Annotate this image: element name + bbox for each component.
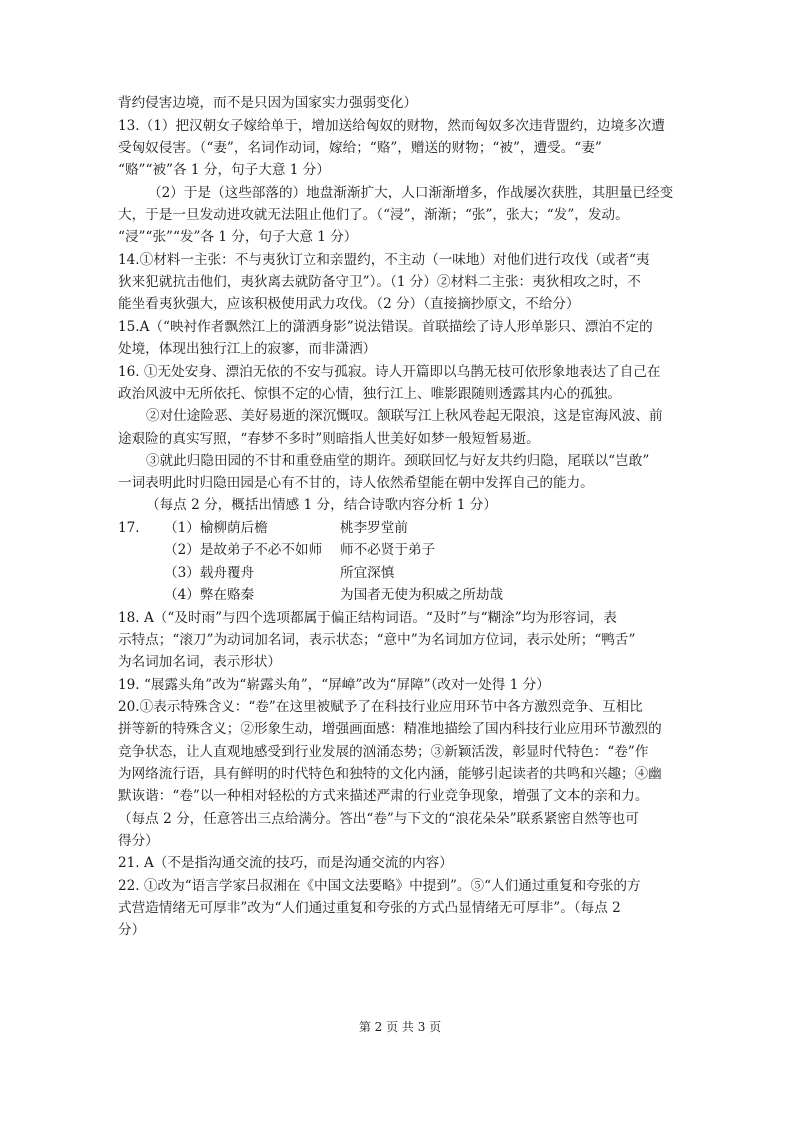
q17-answer: 所宜深慎	[340, 565, 395, 581]
text-line: 一词表明此时归隐田园是心有不甘的，诗人依然希望能在朝中发挥自己的能力。	[118, 475, 594, 491]
q17-number: 17.	[118, 520, 140, 536]
text-line: 21. A（不是指沟通交流的技巧，而是沟通交流的内容）	[118, 855, 453, 871]
text-line: 示特点；“滚刀”为动词加名词，表示状态；“意中”为名词加方位词，表示处所；“鸭舌”	[118, 632, 636, 648]
text-line: （每点 2 分，概括出情感 1 分，结合诗歌内容分析 1 分）	[146, 497, 497, 513]
text-line: 竞争状态，让人直观地感受到行业发展的汹涌态势；③新颖活泼，彰显时代特色：“卷”作	[118, 744, 649, 760]
text-line: 为名词加名词，表示形状）	[118, 654, 282, 670]
text-line: ②对仕途险恶、美好易逝的深沉慨叹。颔联写江上秋风卷起无限浪，这是宦海风波、前	[146, 408, 663, 424]
text-line: （每点 2 分，任意答出三点给满分。答出“卷”与下文的“浪花朵朵”联系紧密自然等也可	[118, 811, 639, 827]
text-line: 途艰险的真实写照，“春梦不多时”则暗指人世美好如梦一般短暂易逝。	[118, 431, 540, 447]
text-line: 大，于是一旦发动进攻就无法阻止他们了。（“浸”，渐渐；“张”，张大；“发”，发动。	[118, 207, 629, 223]
text-line: 为网络流行语，具有鲜明的时代特色和独特的文化内涵，能够引起读者的共鸣和兴趣；④幽	[118, 766, 662, 782]
q17-label: （3）载舟覆舟	[164, 565, 255, 581]
text-line: 分）	[118, 922, 146, 938]
text-line: ③就此归隐田园的不甘和重登庙堂的期许。颈联回忆与好友共约归隐，尾联以“岂敢”	[146, 453, 650, 469]
text-line: 拼等新的特殊含义；②形象生动，增强画面感：精准地描绘了国内科技行业应用环节激烈的	[118, 721, 662, 737]
text-line: 政治风波中无所依托、惊惧不定的心情，独行江上、唯影跟随则透露其内心的孤独。	[118, 386, 621, 402]
text-line: 受匈奴侵害。（“妻”，名词作动词，嫁给；“赂”，赠送的财物；“被”，遭受。“妻”	[118, 140, 602, 156]
q17-answer: 师不必贤于弟子	[340, 542, 436, 558]
text-line: 能坐看夷狄强大，应该积极使用武力攻伐。（2 分）（直接摘抄原文，不给分）	[118, 296, 580, 312]
q17-answer: 桃李罗堂前	[340, 520, 408, 536]
text-line: 14.①材料一主张：不与夷狄订立和亲盟约，不主动（一味地）对他们进行攻伐（或者“夷	[118, 252, 650, 268]
text-line: 18. A（“及时雨”与四个选项都属于偏正结构词语。“及时”与“糊涂”均为形容词，表	[118, 610, 617, 626]
text-line: 16. ①无处安身、漂泊无依的不安与孤寂。诗人开篇即以乌鹊无枝可依形象地表达了自己在	[118, 364, 661, 380]
q17-label: （4）弊在赂秦	[164, 587, 255, 603]
q17-label: （2）是故弟子不必不如师	[164, 542, 323, 558]
text-line: 15.A（“映衬作者飘然江上的潇洒身影”说法错误。首联描绘了诗人形单影只、漂泊不定的	[118, 319, 653, 335]
text-line: “赂”“被”各 1 分，句子大意 1 分）	[118, 162, 330, 178]
q17-label: （1）榆柳荫后檐	[164, 520, 268, 536]
page-footer: 第 2 页 共 3 页	[358, 1020, 442, 1034]
text-line: 13.（1）把汉朝女子嫁给单于，增加送给匈奴的财物，然而匈奴多次违背盟约，边境多次遭	[118, 118, 665, 134]
text-line: 式营造情绪无可厚非”改为“人们通过重复和夸张的方式凸显情绪无可厚非”。（每点 2	[118, 900, 621, 916]
text-line: 处境，体现出独行江上的寂寥，而非潇洒）	[118, 341, 377, 357]
text-line: 背约侵害边境，而不是只因为国家实力强弱变化）	[118, 95, 418, 111]
text-line: 20.①表示特殊含义：“卷”在这里被赋予了在科技行业应用环节中各方激烈竞争、互相比	[118, 699, 643, 715]
text-line: 默诙谐：“卷”以一种相对轻松的方式来描述严肃的行业竞争现象，增强了文本的亲和力。	[118, 788, 649, 804]
text-line: 狄来犯就抗击他们，夷狄离去就防备守卫”）。（1 分）②材料二主张：夷狄相攻之时，不	[118, 274, 641, 290]
text-line: “浸”“张”“发”各 1 分，句子大意 1 分）	[118, 229, 358, 245]
text-line: 19. “展露头角”改为“崭露头角”，“屏嶂”改为“屏障”（改对一处得 1 分）	[118, 677, 550, 693]
text-line: 22. ①改为“语言学家吕叔湘在《中国文法要略》中提到”。⑤“人们通过重复和夸张的方	[118, 878, 641, 894]
text-line: 得分）	[118, 833, 159, 849]
q17-answer: 为国者无使为积威之所劫哉	[340, 587, 504, 603]
text-line: （2）于是（这些部落的）地盘渐渐扩大，人口渐渐增多，作战屡次获胜，其胆量已经变	[148, 185, 674, 201]
